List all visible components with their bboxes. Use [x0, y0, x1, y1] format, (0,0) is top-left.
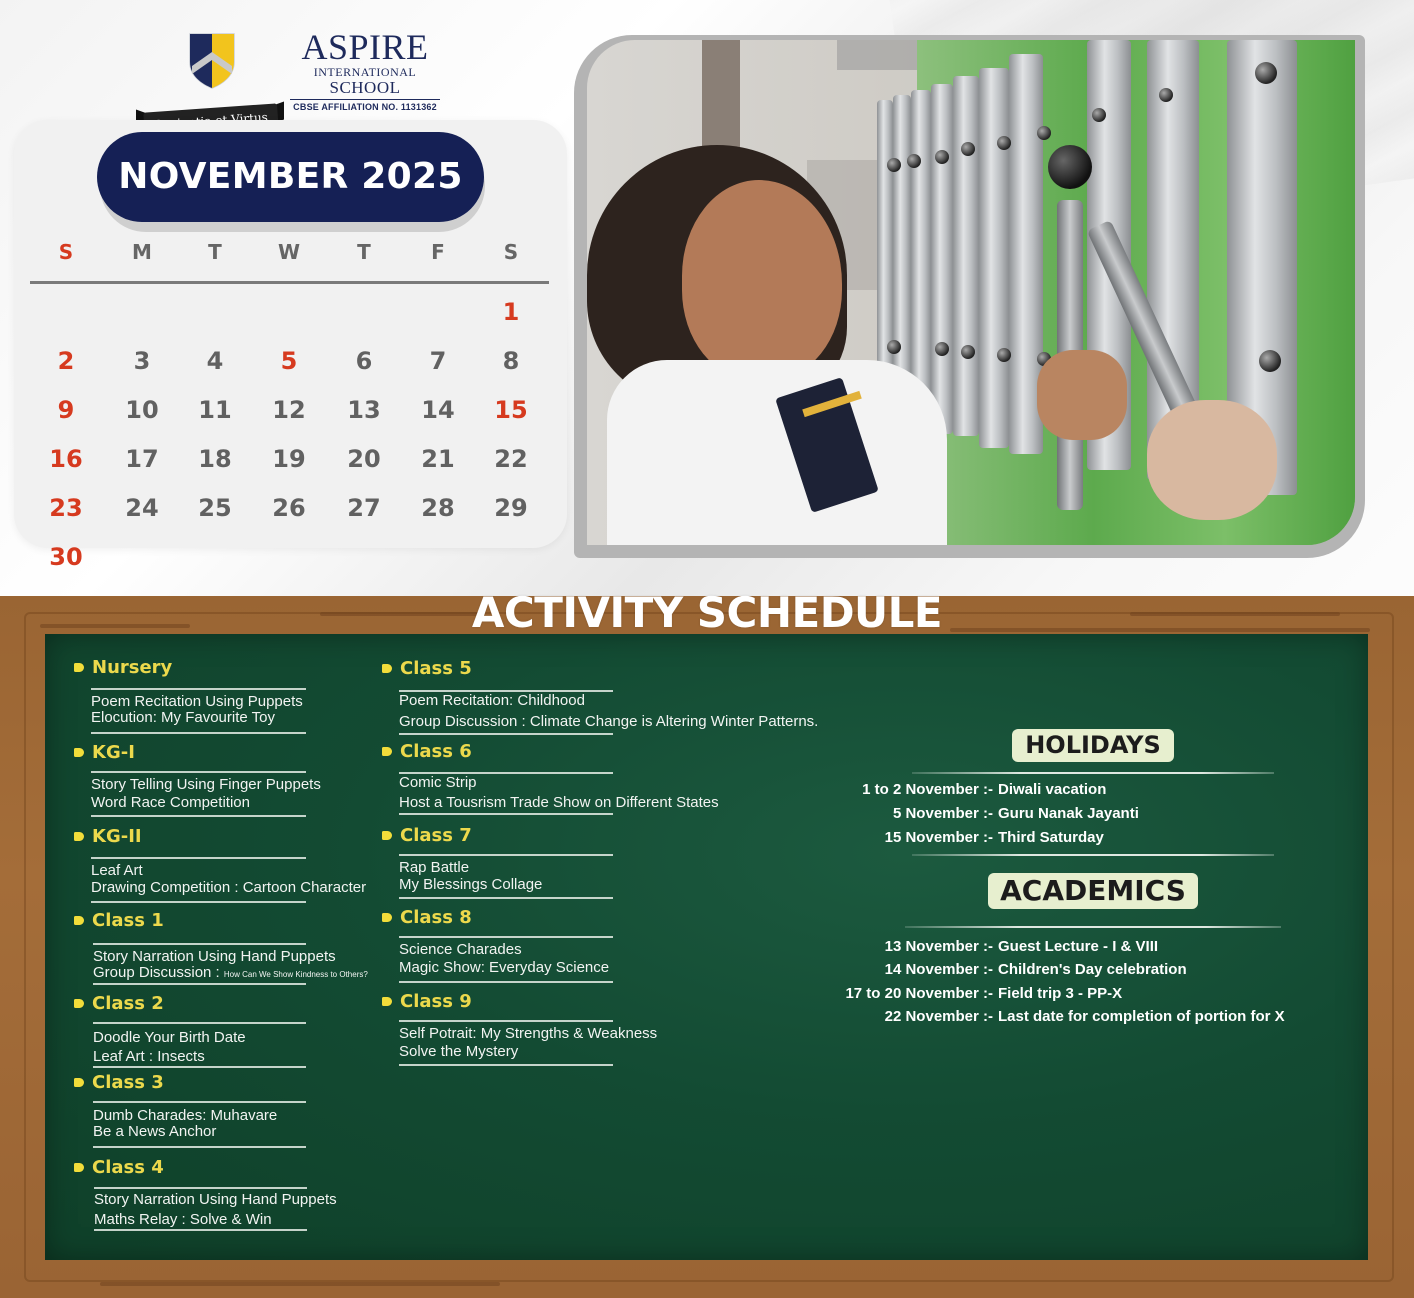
- calendar-day: 4: [206, 347, 224, 375]
- bolt: [935, 342, 949, 356]
- group-rule-bottom: [93, 1066, 306, 1068]
- group-title: Class 3: [92, 1072, 164, 1093]
- activity-item-text: Dumb Charades: Muhavare: [93, 1107, 278, 1124]
- activity-schedule-title: ACTIVITY SCHEDULE: [471, 588, 943, 637]
- bolt: [1159, 88, 1173, 102]
- activity-item-text: Group Discussion :: [93, 964, 220, 981]
- academics-event-label: Field trip 3 - PP-X: [998, 985, 1123, 1002]
- calendar-day: 5: [280, 347, 298, 375]
- calendar-day: 28: [421, 494, 455, 522]
- holidays-rule-top: [912, 772, 1274, 774]
- group-title: Class 8: [400, 907, 472, 928]
- activity-item: [399, 794, 719, 812]
- bolt: [997, 136, 1011, 150]
- calendar-day: 20: [347, 445, 381, 473]
- group-rule-bottom: [399, 897, 613, 899]
- calendar-day: 12: [272, 396, 306, 424]
- bolt: [961, 345, 975, 359]
- activity-item: [91, 794, 250, 812]
- academics-event-label: Last date for completion of portion for X: [998, 1008, 1285, 1025]
- school-logo: [140, 28, 440, 118]
- bullet-icon: [74, 1163, 84, 1172]
- group-title: Class 6: [400, 741, 472, 762]
- activity-item-text: Leaf Art : Insects: [93, 1048, 205, 1065]
- school-name-block: [290, 28, 440, 112]
- weekday-wed: W: [277, 240, 301, 264]
- bolt: [961, 142, 975, 156]
- bullet-icon: [74, 832, 84, 841]
- activity-item: [399, 1043, 518, 1061]
- calendar-day: 30: [49, 543, 83, 571]
- activity-item: [399, 959, 609, 977]
- group-rule-bottom: [399, 733, 613, 735]
- student-photo: [587, 40, 1355, 545]
- group-title: Class 4: [92, 1157, 164, 1178]
- calendar-day: 27: [347, 494, 381, 522]
- activity-item-text: Leaf Art: [91, 862, 143, 879]
- photo-hand-2: [1147, 400, 1277, 520]
- bolt: [907, 154, 921, 168]
- photo-tree: [702, 40, 740, 150]
- group-rule-bottom: [93, 983, 306, 985]
- weekday-tue: T: [208, 240, 222, 264]
- weekday-fri: F: [431, 240, 445, 264]
- activity-item-text: Solve the Mystery: [399, 1043, 519, 1060]
- activity-item: [399, 713, 818, 731]
- activity-item: [93, 1029, 246, 1047]
- month-title: NOVEMBER 2025: [97, 132, 484, 222]
- bolt: [935, 150, 949, 164]
- holidays-event-label: Diwali vacation: [998, 781, 1107, 798]
- group-title: Class 1: [92, 910, 164, 931]
- group-rule-top: [93, 1022, 306, 1024]
- activity-item-text: Elocution: My Favourite Toy: [91, 709, 275, 726]
- bolt: [1037, 126, 1051, 140]
- activity-item-text: Host a Tousrism Trade Show on Different States: [399, 794, 719, 811]
- group-title: KG-II: [92, 826, 142, 847]
- calendar-day: 19: [272, 445, 306, 473]
- calendar-day: 22: [494, 445, 528, 473]
- calendar-day: 26: [272, 494, 306, 522]
- activity-item: [94, 1191, 337, 1209]
- bolt: [997, 348, 1011, 362]
- group-rule-bottom: [399, 1064, 613, 1066]
- bullet-icon: [74, 748, 84, 757]
- activity-item-text: Maths Relay : Solve & Win: [94, 1211, 272, 1228]
- chime-pipe: [979, 68, 1009, 448]
- school-name: ASPIRE: [301, 27, 429, 67]
- group-title: Class 9: [400, 991, 472, 1012]
- activity-item: [399, 941, 522, 959]
- bullet-icon: [74, 663, 84, 672]
- calendar-divider: [30, 281, 549, 284]
- shield-crest-icon: [188, 32, 236, 90]
- calendar-day: 2: [57, 347, 75, 375]
- school-subtitle: INTERNATIONAL: [313, 65, 417, 79]
- activity-item-text: Poem Recitation Using Puppets: [91, 693, 303, 710]
- activity-item: [399, 1025, 657, 1043]
- group-rule-top: [91, 771, 306, 773]
- calendar-day: 23: [49, 494, 83, 522]
- activity-item: [93, 1048, 205, 1066]
- activity-item-text: Story Narration Using Hand Puppets: [94, 1191, 337, 1208]
- activity-item: [91, 862, 143, 880]
- activity-item-text: Word Race Competition: [91, 794, 250, 811]
- weekday-sat: S: [503, 240, 519, 264]
- activity-item-text: Story Telling Using Finger Puppets: [91, 776, 321, 793]
- activity-item-text: Drawing Competition : Cartoon Character: [91, 879, 367, 896]
- calendar-day: 17: [125, 445, 159, 473]
- event-date: 22 November :-: [884, 1008, 993, 1025]
- weekday-header: [28, 240, 548, 272]
- photo-mallet-head: [1048, 145, 1092, 189]
- calendar-day: 21: [421, 445, 455, 473]
- calendar-day: 6: [355, 347, 373, 375]
- group-title: KG-I: [92, 742, 135, 763]
- activity-item: [93, 1123, 216, 1141]
- group-rule-top: [91, 857, 306, 859]
- group-rule-bottom: [93, 1146, 306, 1148]
- activity-item-note: How Can We Show Kindness to Others?: [223, 970, 368, 979]
- calendar-day: 10: [125, 396, 159, 424]
- photo-hand: [1037, 350, 1127, 440]
- chime-pipe: [931, 84, 953, 434]
- group-title: Nursery: [92, 657, 173, 678]
- calendar-day: 15: [494, 396, 528, 424]
- activity-item-text: Comic Strip: [399, 774, 477, 791]
- bolt: [887, 158, 901, 172]
- event-date: 13 November :-: [884, 938, 993, 955]
- activity-item-text: Story Narration Using Hand Puppets: [93, 948, 336, 965]
- event-date: 14 November :-: [884, 961, 993, 978]
- activity-item-text: My Blessings Collage: [399, 876, 543, 893]
- activity-item: [399, 859, 469, 877]
- group-title: Class 5: [400, 658, 472, 679]
- academics-event-label: Guest Lecture - I & VIII: [998, 938, 1159, 955]
- chime-pipe: [953, 76, 979, 436]
- group-rule-bottom: [399, 813, 613, 815]
- academics-title: ACADEMICS: [988, 873, 1198, 909]
- bullet-icon: [382, 831, 392, 840]
- bullet-icon: [382, 913, 392, 922]
- bullet-icon: [382, 664, 392, 673]
- bullet-icon: [382, 747, 392, 756]
- group-rule-bottom: [94, 1229, 307, 1231]
- activity-item: [94, 1211, 272, 1229]
- calendar-day: 29: [494, 494, 528, 522]
- calendar-day: 25: [198, 494, 232, 522]
- activity-item: [91, 709, 275, 727]
- bolt: [1259, 350, 1281, 372]
- group-title: Class 7: [400, 825, 472, 846]
- activity-item-text: Magic Show: Everyday Science: [399, 959, 610, 976]
- photo-shirt: [607, 360, 947, 545]
- affiliation-number: CBSE AFFILIATION NO. 1131362: [293, 102, 437, 112]
- activity-item-text: Group Discussion : Climate Change is Altering Winter Patterns.: [399, 713, 819, 730]
- event-date: 5 November :-: [892, 805, 993, 822]
- bullet-icon: [74, 916, 84, 925]
- bolt: [887, 340, 901, 354]
- bullet-icon: [74, 1078, 84, 1087]
- group-rule-top: [93, 1101, 306, 1103]
- group-rule-top: [399, 936, 613, 938]
- bullet-icon: [382, 997, 392, 1006]
- activity-item-text: Self Potrait: My Strengths & Weakness: [399, 1025, 658, 1042]
- calendar-day: 14: [421, 396, 455, 424]
- bullet-icon: [74, 999, 84, 1008]
- weekday-thu: T: [357, 240, 371, 264]
- calendar-day: 18: [198, 445, 232, 473]
- weekday-sun: S: [58, 240, 74, 264]
- calendar-day: 8: [502, 347, 520, 375]
- activity-item: [399, 774, 477, 792]
- academics-event-label: Children's Day celebration: [998, 961, 1187, 978]
- bolt: [1092, 108, 1106, 122]
- event-date: 17 to 20 November :-: [845, 985, 993, 1002]
- logo-divider: [290, 99, 440, 100]
- wood-grain: [100, 1282, 500, 1286]
- group-rule-top: [91, 688, 306, 690]
- calendar-day: 24: [125, 494, 159, 522]
- activity-item: [399, 692, 585, 710]
- calendar-day: 11: [198, 396, 232, 424]
- group-rule-top: [399, 854, 613, 856]
- calendar-day: 16: [49, 445, 83, 473]
- photo-face: [682, 180, 842, 380]
- group-rule-bottom: [399, 981, 613, 983]
- group-rule-bottom: [91, 732, 306, 734]
- holidays-title: HOLIDAYS: [1012, 729, 1174, 762]
- activity-item-text: Rap Battle: [399, 859, 470, 876]
- event-date: 1 to 2 November :-: [862, 781, 993, 798]
- bolt: [1255, 62, 1277, 84]
- holidays-event-label: Guru Nanak Jayanti: [998, 805, 1139, 822]
- group-rule-bottom: [91, 815, 306, 817]
- activity-item: [399, 876, 542, 894]
- event-date: 15 November :-: [884, 829, 993, 846]
- calendar-day: 7: [429, 347, 447, 375]
- activity-item-text: Poem Recitation: Childhood: [399, 692, 585, 709]
- calendar-day: 1: [502, 298, 520, 326]
- group-rule-top: [93, 943, 306, 945]
- weekday-mon: M: [132, 240, 152, 264]
- group-rule-top: [94, 1187, 307, 1189]
- holidays-event-label: Third Saturday: [998, 829, 1104, 846]
- activity-item: [91, 776, 321, 794]
- holidays-rule-bottom: [912, 854, 1274, 856]
- activity-item-text: Doodle Your Birth Date: [93, 1029, 246, 1046]
- school-type: SCHOOL: [329, 78, 401, 97]
- activity-item: [93, 964, 368, 984]
- group-title: Class 2: [92, 993, 164, 1014]
- calendar-day: 13: [347, 396, 381, 424]
- activity-item-text: Be a News Anchor: [93, 1123, 217, 1140]
- activity-item-text: Science Charades: [399, 941, 522, 958]
- group-rule-bottom: [91, 901, 306, 903]
- group-rule-top: [399, 1020, 613, 1022]
- academics-rule: [905, 926, 1281, 928]
- calendar-day: 3: [133, 347, 151, 375]
- activity-item: [91, 879, 366, 897]
- calendar-day: 9: [57, 396, 75, 424]
